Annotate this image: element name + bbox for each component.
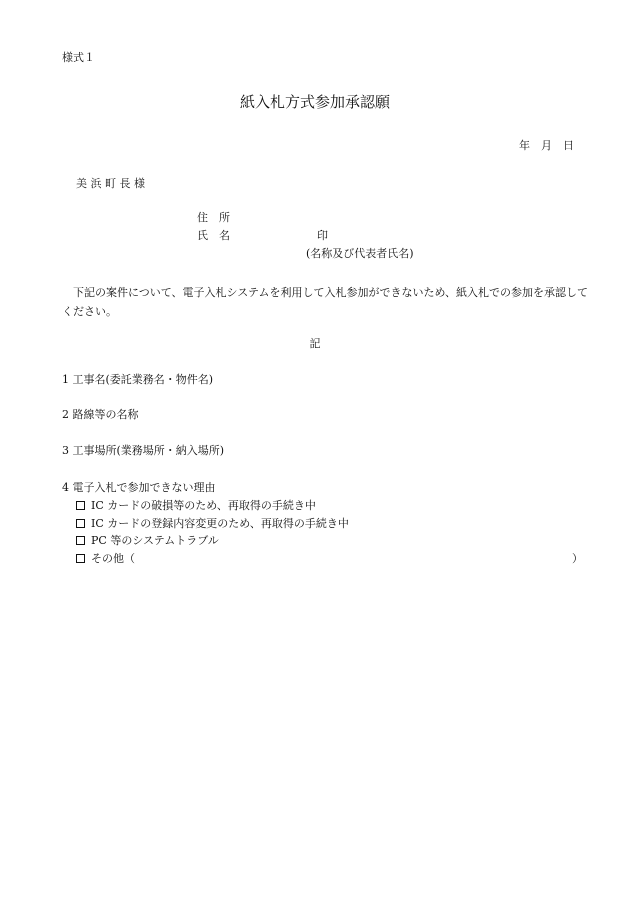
request-paragraph bbox=[62, 283, 590, 321]
reason-checkbox[interactable] bbox=[76, 554, 85, 563]
reason-option bbox=[76, 499, 316, 513]
request-text: 下記の案件について、電子入札システムを利用して入札参加ができないため、紙入札での参加を承認してください。 bbox=[62, 286, 589, 318]
reason-option bbox=[76, 517, 349, 531]
other-close-paren: ） bbox=[572, 552, 583, 565]
reason-option bbox=[76, 534, 219, 548]
date-line: 年 月 日 bbox=[519, 139, 574, 152]
seal-mark: 印 bbox=[317, 229, 328, 242]
reason-label: IC カードの破損等のため、再取得の手続き中 bbox=[91, 499, 316, 512]
ki-heading: 記 bbox=[309, 337, 321, 350]
item-project-name: 1 工事名(委託業務名・物件名) bbox=[62, 373, 214, 386]
reason-label: IC カードの登録内容変更のため、再取得の手続き中 bbox=[91, 517, 349, 530]
reason-option bbox=[76, 552, 135, 566]
addressee: 美 浜 町 長 様 bbox=[76, 177, 145, 190]
document-title: 紙入札方式参加承認願 bbox=[239, 93, 390, 111]
reason-label: PC 等のシステムトラブル bbox=[91, 534, 219, 547]
item-location: 3 工事場所(業務場所・納入場所) bbox=[62, 444, 225, 457]
name-note: (名称及び代表者氏名) bbox=[306, 247, 414, 260]
reason-checkbox[interactable] bbox=[76, 519, 85, 528]
name-label: 氏 名 bbox=[197, 229, 230, 242]
reason-label: その他（ bbox=[91, 552, 135, 565]
form-number: 様式１ bbox=[62, 51, 95, 64]
item-route-name: 2 路線等の名称 bbox=[62, 408, 139, 421]
reason-checkbox[interactable] bbox=[76, 536, 85, 545]
address-label: 住 所 bbox=[197, 211, 230, 224]
reason-checkbox[interactable] bbox=[76, 501, 85, 510]
item-reason-heading: 4 電子入札で参加できない理由 bbox=[62, 481, 216, 494]
